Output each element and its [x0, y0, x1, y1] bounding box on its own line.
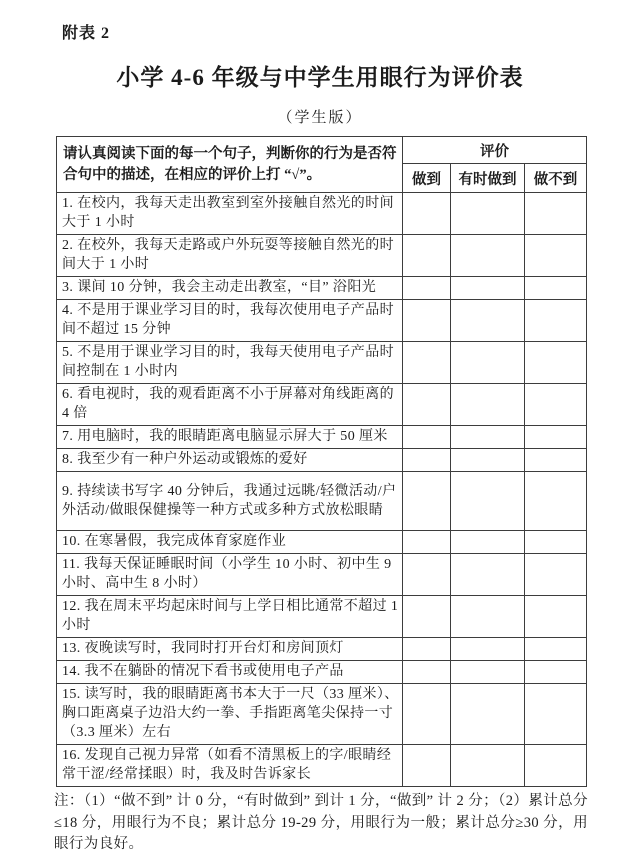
- answer-cell-not-done: [525, 449, 587, 472]
- answer-cell-done: [403, 638, 451, 661]
- answer-cell-done: [403, 531, 451, 554]
- statement-cell: 11. 我每天保证睡眠时间（小学生 10 小时、初中生 9 小时、高中生 8 小时）: [57, 554, 403, 596]
- answer-cell-sometimes: [451, 193, 525, 235]
- table-row: [57, 684, 587, 745]
- answer-cell-sometimes: [451, 531, 525, 554]
- answer-cell-not-done: [525, 342, 587, 384]
- answer-cell-done: [403, 596, 451, 638]
- table-row: [57, 235, 587, 277]
- statement-cell: 14. 我不在躺卧的情况下看书或使用电子产品: [57, 661, 403, 684]
- appendix-label: 附表 2: [62, 25, 111, 42]
- answer-cell-done: [403, 554, 451, 596]
- answer-cell-sometimes: [451, 472, 525, 531]
- statement-cell: 6. 看电视时，我的观看距离不小于屏幕对角线距离的 4 倍: [57, 384, 403, 426]
- table-row: [57, 554, 587, 596]
- table-row: [57, 449, 587, 472]
- answer-cell-not-done: [525, 596, 587, 638]
- answer-cell-sometimes: [451, 596, 525, 638]
- statement-cell: 8. 我至少有一种户外运动或锻炼的爱好: [57, 449, 403, 472]
- answer-cell-not-done: [525, 384, 587, 426]
- answer-cell-done: [403, 300, 451, 342]
- answer-cell-done: [403, 426, 451, 449]
- answer-cell-not-done: [525, 684, 587, 745]
- statement-cell: 2. 在校外，我每天走路或户外玩耍等接触自然光的时间大于 1 小时: [57, 235, 403, 277]
- statement-cell: 5. 不是用于课业学习目的时，我每天使用电子产品时间控制在 1 小时内: [57, 342, 403, 384]
- table-row: [57, 300, 587, 342]
- answer-cell-sometimes: [451, 384, 525, 426]
- answer-cell-done: [403, 684, 451, 745]
- answer-cell-sometimes: [451, 235, 525, 277]
- answer-cell-not-done: [525, 638, 587, 661]
- answer-cell-not-done: [525, 277, 587, 300]
- answer-cell-done: [403, 277, 451, 300]
- scoring-note: 注：（1）“做不到” 计 0 分，“有时做到” 到计 1 分，“做到” 计 2 分；（2）累计总分≤18 分，用眼行为不良；累计总分 19-29 分，用眼行为一般；累计总分≥30 分，用眼行为良好。: [54, 793, 588, 852]
- statement-cell: 9. 持续读书写字 40 分钟后，我通过远眺/轻微活动/户外活动/做眼保健操等一种方式或多种方式放松眼睛: [57, 472, 403, 531]
- table-row: [57, 342, 587, 384]
- statement-cell: 13. 夜晚读写时，我同时打开台灯和房间顶灯: [57, 638, 403, 661]
- statement-cell: 15. 读写时，我的眼睛距离书本大于一尺（33 厘米）、胸口距离桌子边沿大约一拳、手指距离笔尖保持一寸（3.3 厘米）左右: [57, 684, 403, 745]
- answer-cell-sometimes: [451, 661, 525, 684]
- column-header-done: 做到: [403, 164, 451, 193]
- statement-cell: 16. 发现自己视力异常（如看不清黑板上的字/眼睛经常干涩/经常揉眼）时，我及时告诉家长: [57, 745, 403, 787]
- answer-cell-sometimes: [451, 745, 525, 787]
- column-header-not-done: 做不到: [525, 164, 587, 193]
- answer-cell-sometimes: [451, 277, 525, 300]
- answer-cell-not-done: [525, 235, 587, 277]
- answer-cell-done: [403, 384, 451, 426]
- statement-cell: 1. 在校内，我每天走出教室到室外接触自然光的时间大于 1 小时: [57, 193, 403, 235]
- answer-cell-not-done: [525, 531, 587, 554]
- answer-cell-not-done: [525, 554, 587, 596]
- answer-cell-done: [403, 342, 451, 384]
- table-row: [57, 745, 587, 787]
- evaluation-table: [56, 136, 587, 787]
- answer-cell-sometimes: [451, 554, 525, 596]
- answer-cell-sometimes: [451, 449, 525, 472]
- statement-cell: 10. 在寒暑假，我完成体育家庭作业: [57, 531, 403, 554]
- statement-cell: 3. 课间 10 分钟，我会主动走出教室，“目” 浴阳光: [57, 277, 403, 300]
- page-subtitle: （学生版）: [277, 110, 363, 126]
- statement-cell: 4. 不是用于课业学习目的时，我每次使用电子产品时间不超过 15 分钟: [57, 300, 403, 342]
- evaluation-header-cell: 评价: [403, 137, 587, 164]
- column-header-sometimes: 有时做到: [451, 164, 525, 193]
- answer-cell-not-done: [525, 426, 587, 449]
- table-row: [57, 277, 587, 300]
- table-row: [57, 193, 587, 235]
- answer-cell-sometimes: [451, 342, 525, 384]
- answer-cell-done: [403, 449, 451, 472]
- answer-cell-sometimes: [451, 684, 525, 745]
- answer-cell-not-done: [525, 193, 587, 235]
- page-title: 小学 4-6 年级与中学生用眼行为评价表: [116, 65, 524, 90]
- answer-cell-not-done: [525, 300, 587, 342]
- answer-cell-done: [403, 235, 451, 277]
- statement-cell: 12. 我在周末平均起床时间与上学日相比通常不超过 1 小时: [57, 596, 403, 638]
- answer-cell-sometimes: [451, 638, 525, 661]
- table-row: [57, 531, 587, 554]
- answer-cell-done: [403, 193, 451, 235]
- answer-cell-sometimes: [451, 426, 525, 449]
- answer-cell-not-done: [525, 661, 587, 684]
- answer-cell-sometimes: [451, 300, 525, 342]
- instruction-cell: 请认真阅读下面的每一个句子，判断你的行为是否符合句中的描述，在相应的评价上打 “√”。: [57, 137, 403, 193]
- table-row: [57, 426, 587, 449]
- answer-cell-not-done: [525, 745, 587, 787]
- table-row: [57, 661, 587, 684]
- statement-cell: 7. 用电脑时，我的眼睛距离电脑显示屏大于 50 厘米: [57, 426, 403, 449]
- table-row: [57, 596, 587, 638]
- answer-cell-not-done: [525, 472, 587, 531]
- table-row: [57, 472, 587, 531]
- table-row: [57, 638, 587, 661]
- answer-cell-done: [403, 745, 451, 787]
- answer-cell-done: [403, 661, 451, 684]
- table-row: [57, 384, 587, 426]
- answer-cell-done: [403, 472, 451, 531]
- table-header-row-top: [57, 137, 587, 164]
